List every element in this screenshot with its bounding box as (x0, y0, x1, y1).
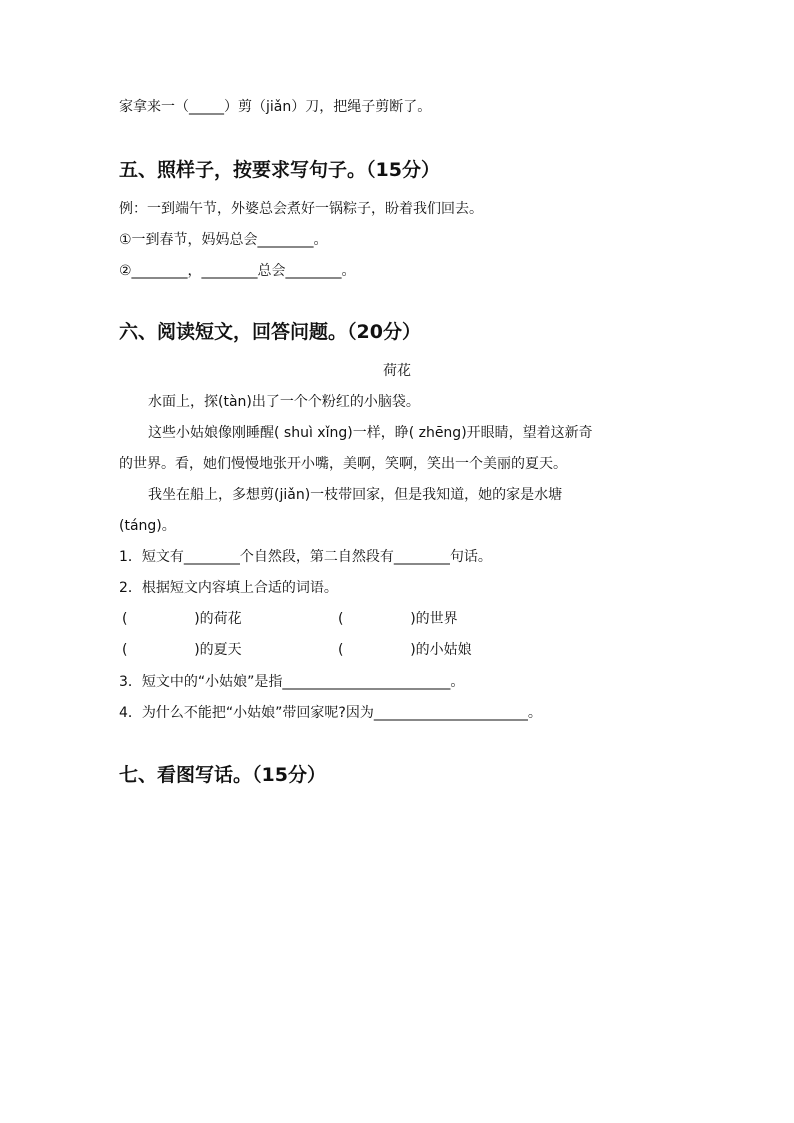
section-7-heading: 七、看图写话。（15分） (119, 764, 326, 786)
question-1: 1．短文有________个自然段，第二自然段有________句话。 (119, 549, 492, 565)
fill-row-2-left: ( )的夏天 (122, 642, 242, 658)
section-5-example: 例：一到端午节，外婆总会煮好一锅粽子，盼着我们回去。 (119, 201, 483, 217)
passage-paragraph-3-line-2: (táng)。 (119, 518, 176, 534)
section-5-heading: 五、照样子，按要求写句子。（15分） (119, 159, 440, 181)
fill-row-2-right: ( )的小姑娘 (338, 642, 472, 658)
question-4: 4．为什么不能把“小姑娘”带回家呢?因为______________________。 (119, 705, 542, 721)
section-6-heading: 六、阅读短文，回答问题。（20分） (119, 321, 421, 343)
question-2: 2．根据短文内容填上合适的词语。 (119, 580, 338, 596)
fill-row-1-right: ( )的世界 (338, 611, 458, 627)
passage-title: 荷花 (383, 363, 411, 379)
section-5-item-2: ②________，________总会________。 (119, 263, 356, 279)
fill-row-1-left: ( )的荷花 (122, 611, 242, 627)
section-5-item-1: ①一到春节，妈妈总会________。 (119, 232, 328, 248)
passage-paragraph-2-line-2: 的世界。看，她们慢慢地张开小嘴，美啊，笑啊，笑出一个美丽的夏天。 (119, 456, 567, 472)
passage-paragraph-2-line-1: 这些小姑娘像刚睡醒( shuì xǐng)一样，睁( zhēng)开眼睛，望着这新奇 (148, 425, 593, 441)
question-3: 3．短文中的“小姑娘”是指________________________。 (119, 674, 465, 690)
top-line: 家拿来一（_____）剪（jiǎn）刀，把绳子剪断了。 (119, 99, 432, 115)
passage-paragraph-1: 水面上，探(tàn)出了一个个粉红的小脑袋。 (148, 394, 420, 410)
passage-paragraph-3-line-1: 我坐在船上，多想剪(jiǎn)一枝带回家，但是我知道，她的家是水塘 (148, 487, 563, 503)
